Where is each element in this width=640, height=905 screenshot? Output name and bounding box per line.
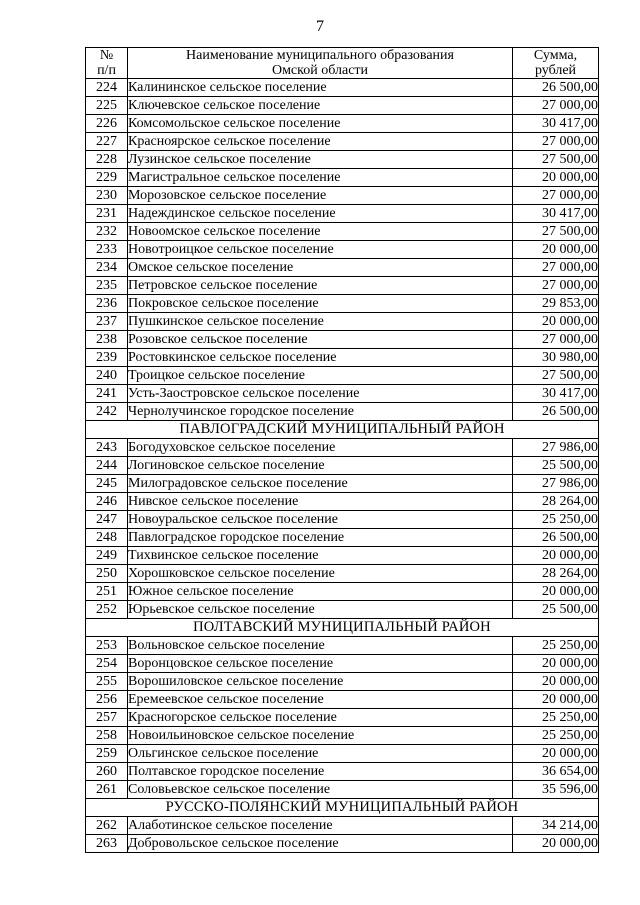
- amount: 27 000,00: [513, 97, 599, 115]
- amount: 27 986,00: [513, 439, 599, 457]
- table-row: [86, 565, 599, 583]
- municipality-name: Милоградовское сельское поселение: [128, 475, 513, 493]
- municipality-name: Ключевское сельское поселение: [128, 97, 513, 115]
- header-name-line2: Омской области: [271, 63, 369, 78]
- amount: 30 417,00: [513, 115, 599, 133]
- row-number: 243: [86, 439, 128, 457]
- row-number: 235: [86, 277, 128, 295]
- amount: 30 980,00: [513, 349, 599, 367]
- municipality-name: Ольгинское сельское поселение: [128, 745, 513, 763]
- row-number: 239: [86, 349, 128, 367]
- table-row: [86, 79, 599, 97]
- row-number: 238: [86, 331, 128, 349]
- row-number: 249: [86, 547, 128, 565]
- municipality-name: Богодуховское сельское поселение: [128, 439, 513, 457]
- table-row: [86, 583, 599, 601]
- amount: 26 500,00: [513, 79, 599, 97]
- page-number: 7: [316, 18, 324, 35]
- municipality-name: Хорошковское сельское поселение: [128, 565, 513, 583]
- municipality-name: Воронцовское сельское поселение: [128, 655, 513, 673]
- municipality-name: Логиновское сельское поселение: [128, 457, 513, 475]
- table-row: [86, 205, 599, 223]
- amount: 25 250,00: [513, 727, 599, 745]
- amount: 26 500,00: [513, 529, 599, 547]
- table-row: [86, 439, 599, 457]
- municipality-name: Петровское сельское поселение: [128, 277, 513, 295]
- district-header-row: [86, 421, 599, 439]
- amount: 20 000,00: [513, 241, 599, 259]
- row-number: 234: [86, 259, 128, 277]
- amount: 27 500,00: [513, 151, 599, 169]
- municipality-name: Вольновское сельское поселение: [128, 637, 513, 655]
- amount: 20 000,00: [513, 169, 599, 187]
- amount: 27 500,00: [513, 367, 599, 385]
- municipality-name: Полтавское городское поселение: [128, 763, 513, 781]
- row-number: 262: [86, 817, 128, 835]
- table-row: [86, 727, 599, 745]
- row-number: 244: [86, 457, 128, 475]
- row-number: 232: [86, 223, 128, 241]
- district-name: РУССКО-ПОЛЯНСКИЙ МУНИЦИПАЛЬНЫЙ РАЙОН: [86, 799, 599, 817]
- amount: 25 500,00: [513, 457, 599, 475]
- municipality-name: Магистральное сельское поселение: [128, 169, 513, 187]
- table-header-row: [86, 48, 599, 79]
- amount: 20 000,00: [513, 655, 599, 673]
- header-number-line1: №: [99, 48, 114, 63]
- row-number: 233: [86, 241, 128, 259]
- table-row: [86, 655, 599, 673]
- row-number: 227: [86, 133, 128, 151]
- row-number: 256: [86, 691, 128, 709]
- municipality-name: Павлоградское городское поселение: [128, 529, 513, 547]
- municipality-name: Новоильиновское сельское поселение: [128, 727, 513, 745]
- row-number: 258: [86, 727, 128, 745]
- amount: 25 250,00: [513, 637, 599, 655]
- table-row: [86, 511, 599, 529]
- municipality-name: Новоомское сельское поселение: [128, 223, 513, 241]
- table-row: [86, 457, 599, 475]
- table-row: [86, 835, 599, 853]
- table-row: [86, 763, 599, 781]
- table-row: [86, 493, 599, 511]
- amount: 27 000,00: [513, 277, 599, 295]
- table-row: [86, 277, 599, 295]
- row-number: 245: [86, 475, 128, 493]
- municipality-name: Розовское сельское поселение: [128, 331, 513, 349]
- amount: 27 000,00: [513, 259, 599, 277]
- row-number: 261: [86, 781, 128, 799]
- table-row: [86, 259, 599, 277]
- municipality-name: Чернолучинское городское поселение: [128, 403, 513, 421]
- table-row: [86, 115, 599, 133]
- row-number: 225: [86, 97, 128, 115]
- amount: 26 500,00: [513, 403, 599, 421]
- row-number: 257: [86, 709, 128, 727]
- row-number: 228: [86, 151, 128, 169]
- header-name: [128, 48, 513, 79]
- district-name: ПАВЛОГРАДСКИЙ МУНИЦИПАЛЬНЫЙ РАЙОН: [86, 421, 599, 439]
- table-row: [86, 331, 599, 349]
- header-sum: [513, 48, 599, 79]
- municipality-name: Еремеевское сельское поселение: [128, 691, 513, 709]
- row-number: 236: [86, 295, 128, 313]
- table-row: [86, 817, 599, 835]
- amount: 20 000,00: [513, 313, 599, 331]
- amount: 27 000,00: [513, 187, 599, 205]
- table-row: [86, 385, 599, 403]
- municipality-name: Красноярское сельское поселение: [128, 133, 513, 151]
- municipality-name: Новоуральское сельское поселение: [128, 511, 513, 529]
- amount: 36 654,00: [513, 763, 599, 781]
- row-number: 248: [86, 529, 128, 547]
- table-row: [86, 745, 599, 763]
- amount: 20 000,00: [513, 691, 599, 709]
- amount: 27 986,00: [513, 475, 599, 493]
- table-row: [86, 601, 599, 619]
- row-number: 253: [86, 637, 128, 655]
- municipality-name: Лузинское сельское поселение: [128, 151, 513, 169]
- table-row: [86, 637, 599, 655]
- municipality-name: Морозовское сельское поселение: [128, 187, 513, 205]
- table-row: [86, 313, 599, 331]
- table-row: [86, 367, 599, 385]
- amount: 28 264,00: [513, 493, 599, 511]
- row-number: 226: [86, 115, 128, 133]
- row-number: 250: [86, 565, 128, 583]
- table-body: [86, 79, 599, 853]
- table-row: [86, 547, 599, 565]
- row-number: 255: [86, 673, 128, 691]
- amount: 28 264,00: [513, 565, 599, 583]
- row-number: 260: [86, 763, 128, 781]
- row-number: 241: [86, 385, 128, 403]
- municipality-name: Омское сельское поселение: [128, 259, 513, 277]
- row-number: 237: [86, 313, 128, 331]
- amount: 20 000,00: [513, 673, 599, 691]
- municipality-name: Тихвинское сельское поселение: [128, 547, 513, 565]
- table-row: [86, 691, 599, 709]
- row-number: 240: [86, 367, 128, 385]
- table-row: [86, 403, 599, 421]
- municipality-sum-table: [85, 47, 599, 853]
- municipality-name: Калининское сельское поселение: [128, 79, 513, 97]
- table-row: [86, 151, 599, 169]
- municipality-name: Красногорское сельское поселение: [128, 709, 513, 727]
- municipality-name: Пушкинское сельское поселение: [128, 313, 513, 331]
- amount: 20 000,00: [513, 835, 599, 853]
- amount: 27 500,00: [513, 223, 599, 241]
- district-header-row: [86, 619, 599, 637]
- municipality-name: Троицкое сельское поселение: [128, 367, 513, 385]
- row-number: 247: [86, 511, 128, 529]
- municipality-name: Алаботинское сельское поселение: [128, 817, 513, 835]
- amount: 34 214,00: [513, 817, 599, 835]
- table-row: [86, 673, 599, 691]
- table-row: [86, 241, 599, 259]
- municipality-name: Нивское сельское поселение: [128, 493, 513, 511]
- amount: 30 417,00: [513, 385, 599, 403]
- table-row: [86, 349, 599, 367]
- table-row: [86, 529, 599, 547]
- municipality-name: Юрьевское сельское поселение: [128, 601, 513, 619]
- amount: 25 250,00: [513, 511, 599, 529]
- row-number: 242: [86, 403, 128, 421]
- municipality-name: Усть-Заостровское сельское поселение: [128, 385, 513, 403]
- row-number: 230: [86, 187, 128, 205]
- district-header-row: [86, 799, 599, 817]
- table-row: [86, 133, 599, 151]
- row-number: 252: [86, 601, 128, 619]
- amount: 25 500,00: [513, 601, 599, 619]
- header-sum-line2: рублей: [534, 63, 577, 78]
- header-number: [86, 48, 128, 79]
- table-row: [86, 187, 599, 205]
- header-number-line2: п/п: [97, 63, 116, 78]
- municipality-name: Южное сельское поселение: [128, 583, 513, 601]
- amount: 35 596,00: [513, 781, 599, 799]
- amount: 27 000,00: [513, 331, 599, 349]
- municipality-name: Комсомольское сельское поселение: [128, 115, 513, 133]
- table-row: [86, 295, 599, 313]
- row-number: 246: [86, 493, 128, 511]
- row-number: 263: [86, 835, 128, 853]
- table-row: [86, 223, 599, 241]
- amount: 20 000,00: [513, 583, 599, 601]
- municipality-name: Ворошиловское сельское поселение: [128, 673, 513, 691]
- amount: 27 000,00: [513, 133, 599, 151]
- amount: 20 000,00: [513, 745, 599, 763]
- municipality-name: Добровольское сельское поселение: [128, 835, 513, 853]
- municipality-name: Новотроицкое сельское поселение: [128, 241, 513, 259]
- header-name-line1: Наименование муниципального образования: [186, 48, 454, 63]
- row-number: 251: [86, 583, 128, 601]
- row-number: 229: [86, 169, 128, 187]
- municipality-name: Ростовкинское сельское поселение: [128, 349, 513, 367]
- municipality-name: Надеждинское сельское поселение: [128, 205, 513, 223]
- amount: 25 250,00: [513, 709, 599, 727]
- table-row: [86, 97, 599, 115]
- row-number: 254: [86, 655, 128, 673]
- table-row: [86, 709, 599, 727]
- district-name: ПОЛТАВСКИЙ МУНИЦИПАЛЬНЫЙ РАЙОН: [86, 619, 599, 637]
- row-number: 259: [86, 745, 128, 763]
- amount: 20 000,00: [513, 547, 599, 565]
- amount: 30 417,00: [513, 205, 599, 223]
- table-row: [86, 781, 599, 799]
- row-number: 224: [86, 79, 128, 97]
- table-row: [86, 169, 599, 187]
- table-row: [86, 475, 599, 493]
- municipality-name: Соловьевское сельское поселение: [128, 781, 513, 799]
- header-sum-line1: Сумма,: [533, 48, 578, 63]
- row-number: 231: [86, 205, 128, 223]
- amount: 29 853,00: [513, 295, 599, 313]
- municipality-name: Покровское сельское поселение: [128, 295, 513, 313]
